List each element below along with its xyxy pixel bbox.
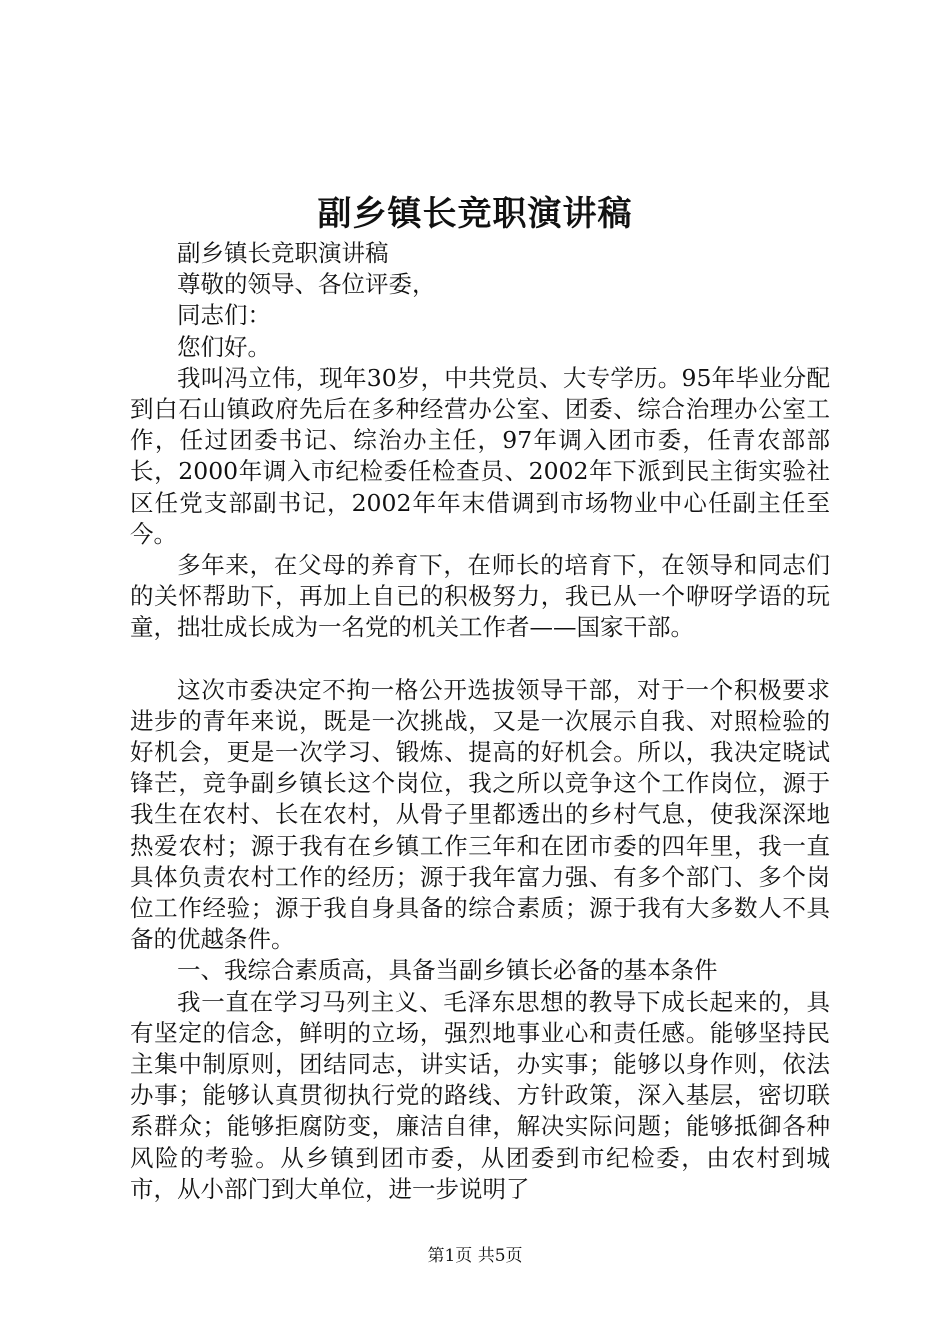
- body-paragraph: 同志们：: [177, 301, 271, 330]
- document-title: 副乡镇长竞职演讲稿: [317, 194, 633, 234]
- body-paragraph: 多年来，在父母的养育下，在师长的培育下，在领导和同志们的关怀帮助下，再加上自已的积极努力，我已从一个咿呀学语的玩童，拙壮成长成为一名党的机关工作者——国家干部。: [130, 551, 830, 642]
- section-heading: 一、我综合素质高，具备当副乡镇长必备的基本条件: [177, 956, 718, 985]
- body-paragraph: 我一直在学习马列主义、毛泽东思想的教导下成长起来的，具有坚定的信念，鲜明的立场，强烈地事业心和责任感。能够坚持民主集中制原则，团结同志，讲实话，办实事；能够以身作则，依法办事；能够认真贯彻执行党的路线、方针政策，深入基层，密切联系群众；能够拒腐防变，廉洁自律，解决实际问题；能够抵御各种风险的考验。从乡镇到团市委，从团委到市纪检委，由农村到城市，从小部门到大单位，进一步说明了: [130, 987, 830, 1203]
- document-body: [130, 238, 830, 1205]
- page-footer: 第1页 共5页: [427, 1246, 523, 1266]
- body-paragraph: 副乡镇长竞职演讲稿: [177, 239, 389, 267]
- body-paragraph: 您们好。: [177, 332, 271, 361]
- body-paragraph: 这次市委决定不拘一格公开选拔领导干部，对于一个积极要求进步的青年来说，既是一次挑战，又是一次展示自我、对照检验的好机会，更是一次学习、锻炼、提高的好机会。所以，我决定晓试锋芒，竞争副乡镇长这个岗位，我之所以竞争这个工作岗位，源于我生在农村、长在农村，从骨子里都透出的乡村气息，使我深深地热爱农村；源于我有在乡镇工作三年和在团市委的四年里，我一直具体负责农村工作的经历；源于我年富力强、有多个部门、多个岗位工作经验；源于我自身具备的综合素质；源于我有大多数人不具备的优越条件。: [130, 675, 830, 954]
- body-paragraph: 我叫冯立伟，现年30岁，中共党员、大专学历。95年毕业分配到白石山镇政府先后在多种经营办公室、团委、综合治理办公室工作，任过团委书记、综治办主任，97年调入团市委，任青农部部长，2000年调入市纪检委任检查员、2002年下派到民主街实验社区任党支部副书记，2002年年末借调到市场物业中心任副主任至今。: [130, 363, 830, 548]
- body-paragraph: 尊敬的领导、各位评委，: [177, 270, 436, 299]
